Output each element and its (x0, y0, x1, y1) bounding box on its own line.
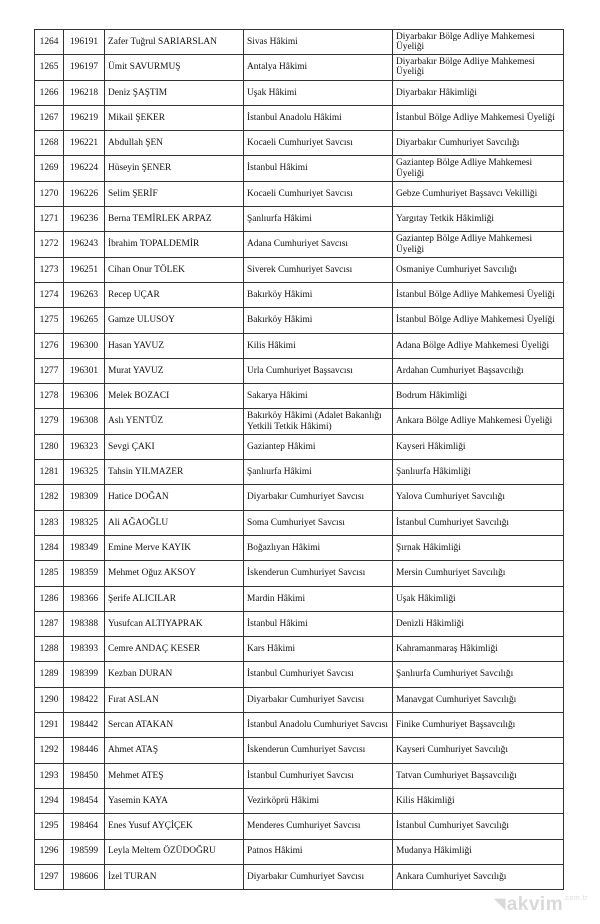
person-name-cell: İzel TURAN (105, 864, 244, 889)
new-position-cell: Yalova Cumhuriyet Savcılığı (393, 485, 564, 510)
person-name-cell: Murat YAVUZ (105, 358, 244, 383)
person-name-cell: Sercan ATAKAN (105, 713, 244, 738)
new-position-cell: Finike Cumhuriyet Başsavcılığı (393, 713, 564, 738)
table-row (35, 207, 564, 232)
new-position-cell: Şanlıurfa Cumhuriyet Savcılığı (393, 662, 564, 687)
table-row (35, 282, 564, 307)
current-position-cell: Kilis Hâkimi (244, 333, 393, 358)
new-position-cell: Osmaniye Cumhuriyet Savcılığı (393, 257, 564, 282)
row-number-cell: 1290 (35, 687, 64, 712)
registry-number-cell: 198359 (64, 561, 105, 586)
new-position-cell: İstanbul Bölge Adliye Mahkemesi Üyeliği (393, 308, 564, 333)
current-position-cell: Bakırköy Hâkimi (244, 282, 393, 307)
table-row (35, 30, 564, 55)
new-position-cell: Gaziantep Bölge Adliye Mahkemesi Üyeliği (393, 156, 564, 181)
current-position-cell: İskenderun Cumhuriyet Savcısı (244, 561, 393, 586)
person-name-cell: Aslı YENTÜZ (105, 409, 244, 434)
registry-number-cell: 196306 (64, 384, 105, 409)
registry-number-cell: 198388 (64, 611, 105, 636)
current-position-cell: İstanbul Anadolu Cumhuriyet Savcısı (244, 713, 393, 738)
person-name-cell: İbrahim TOPALDEMİR (105, 232, 244, 257)
current-position-cell: Patnos Hâkimi (244, 839, 393, 864)
registry-number-cell: 196219 (64, 105, 105, 130)
row-number-cell: 1295 (35, 814, 64, 839)
table-row (35, 333, 564, 358)
current-position-cell: Antalya Hâkimi (244, 55, 393, 80)
new-position-cell: Yargıtay Tetkik Hâkimliği (393, 207, 564, 232)
new-position-cell: Şırnak Hâkimliği (393, 535, 564, 560)
registry-number-cell: 198399 (64, 662, 105, 687)
row-number-cell: 1293 (35, 763, 64, 788)
person-name-cell: Hasan YAVUZ (105, 333, 244, 358)
person-name-cell: Ümit SAVURMUŞ (105, 55, 244, 80)
row-number-cell: 1265 (35, 55, 64, 80)
current-position-cell: Diyarbakır Cumhuriyet Savcısı (244, 485, 393, 510)
person-name-cell: Melek BOZACI (105, 384, 244, 409)
registry-number-cell: 196325 (64, 460, 105, 485)
current-position-cell: Şanlıurfa Hâkimi (244, 460, 393, 485)
current-position-cell: İstanbul Cumhuriyet Savcısı (244, 763, 393, 788)
current-position-cell: Kocaeli Cumhuriyet Savcısı (244, 131, 393, 156)
current-position-cell: İstanbul Hâkimi (244, 611, 393, 636)
person-name-cell: Mikail ŞEKER (105, 105, 244, 130)
new-position-cell: Diyarbakır Bölge Adliye Mahkemesi Üyeliği (393, 30, 564, 55)
new-position-cell: Adana Bölge Adliye Mahkemesi Üyeliği (393, 333, 564, 358)
person-name-cell: Yasemin KAYA (105, 788, 244, 813)
person-name-cell: Şerife ALICILAR (105, 586, 244, 611)
registry-number-cell: 196224 (64, 156, 105, 181)
person-name-cell: Tahsin YILMAZER (105, 460, 244, 485)
new-position-cell: Bodrum Hâkimliği (393, 384, 564, 409)
row-number-cell: 1279 (35, 409, 64, 434)
row-number-cell: 1283 (35, 510, 64, 535)
table-row (35, 864, 564, 889)
person-name-cell: Zafer Tuğrul SARIARSLAN (105, 30, 244, 55)
registry-number-cell: 196301 (64, 358, 105, 383)
registry-number-cell: 196323 (64, 434, 105, 459)
row-number-cell: 1273 (35, 257, 64, 282)
table-row (35, 561, 564, 586)
table-row (35, 788, 564, 813)
new-position-cell: Tatvan Cumhuriyet Başsavcılığı (393, 763, 564, 788)
person-name-cell: Hatice DOĞAN (105, 485, 244, 510)
person-name-cell: Deniz ŞAŞTIM (105, 80, 244, 105)
new-position-cell: İstanbul Bölge Adliye Mahkemesi Üyeliği (393, 282, 564, 307)
row-number-cell: 1275 (35, 308, 64, 333)
new-position-cell: İstanbul Cumhuriyet Savcılığı (393, 510, 564, 535)
current-position-cell: Şanlıurfa Hâkimi (244, 207, 393, 232)
row-number-cell: 1292 (35, 738, 64, 763)
row-number-cell: 1297 (35, 864, 64, 889)
row-number-cell: 1270 (35, 181, 64, 206)
registry-number-cell: 196243 (64, 232, 105, 257)
registry-number-cell: 198309 (64, 485, 105, 510)
person-name-cell: Fırat ASLAN (105, 687, 244, 712)
registry-number-cell: 196300 (64, 333, 105, 358)
takvim-watermark (494, 894, 588, 916)
new-position-cell: Diyarbakır Hâkimliği (393, 80, 564, 105)
person-name-cell: Ali AĞAOĞLU (105, 510, 244, 535)
new-position-cell: Kayseri Cumhuriyet Savcılığı (393, 738, 564, 763)
row-number-cell: 1294 (35, 788, 64, 813)
new-position-cell: Kilis Hâkimliği (393, 788, 564, 813)
new-position-cell: İstanbul Cumhuriyet Savcılığı (393, 814, 564, 839)
person-name-cell: Mehmet Oğuz AKSOY (105, 561, 244, 586)
row-number-cell: 1281 (35, 460, 64, 485)
watermark-tld: .com.tr (563, 895, 588, 902)
current-position-cell: Siverek Cumhuriyet Savcısı (244, 257, 393, 282)
current-position-cell: Bakırköy Hâkimi (244, 308, 393, 333)
table-row (35, 460, 564, 485)
table-row (35, 358, 564, 383)
new-position-cell: Şanlıurfa Hâkimliği (393, 460, 564, 485)
current-position-cell: İskenderun Cumhuriyet Savcısı (244, 738, 393, 763)
registry-number-cell: 196226 (64, 181, 105, 206)
person-name-cell: Abdullah ŞEN (105, 131, 244, 156)
current-position-cell: Soma Cumhuriyet Savcısı (244, 510, 393, 535)
table-row (35, 738, 564, 763)
table-row (35, 586, 564, 611)
table-row (35, 257, 564, 282)
new-position-cell: Uşak Hâkimliği (393, 586, 564, 611)
takvim-logo-icon: ◥ (494, 895, 506, 911)
new-position-cell: Mersin Cumhuriyet Savcılığı (393, 561, 564, 586)
registry-number-cell: 198454 (64, 788, 105, 813)
registry-number-cell: 196251 (64, 257, 105, 282)
table-row (35, 232, 564, 257)
registry-number-cell: 198606 (64, 864, 105, 889)
table-row (35, 181, 564, 206)
table-body (35, 30, 564, 890)
table-row (35, 713, 564, 738)
current-position-cell: Menderes Cumhuriyet Savcısı (244, 814, 393, 839)
registry-number-cell: 196236 (64, 207, 105, 232)
current-position-cell: Bakırköy Hâkimi (Adalet Bakanlığı Yetkili Tetkik Hâkimi) (244, 409, 393, 434)
row-number-cell: 1296 (35, 839, 64, 864)
registry-number-cell: 198422 (64, 687, 105, 712)
person-name-cell: Cihan Onur TÖLEK (105, 257, 244, 282)
row-number-cell: 1288 (35, 637, 64, 662)
registry-number-cell: 196265 (64, 308, 105, 333)
table-row (35, 510, 564, 535)
row-number-cell: 1271 (35, 207, 64, 232)
new-position-cell: Kayseri Hâkimliği (393, 434, 564, 459)
appointments-table (34, 29, 564, 890)
row-number-cell: 1284 (35, 535, 64, 560)
person-name-cell: Sevgi ÇAKI (105, 434, 244, 459)
row-number-cell: 1286 (35, 586, 64, 611)
row-number-cell: 1266 (35, 80, 64, 105)
current-position-cell: İstanbul Anadolu Hâkimi (244, 105, 393, 130)
current-position-cell: Sakarya Hâkimi (244, 384, 393, 409)
row-number-cell: 1282 (35, 485, 64, 510)
row-number-cell: 1276 (35, 333, 64, 358)
new-position-cell: Mudanya Hâkimliği (393, 839, 564, 864)
table-row (35, 687, 564, 712)
person-name-cell: Recep UÇAR (105, 282, 244, 307)
new-position-cell: Gebze Cumhuriyet Başsavcı Vekilliği (393, 181, 564, 206)
table-row (35, 637, 564, 662)
registry-number-cell: 198442 (64, 713, 105, 738)
registry-number-cell: 198393 (64, 637, 105, 662)
current-position-cell: Sivas Hâkimi (244, 30, 393, 55)
current-position-cell: Adana Cumhuriyet Savcısı (244, 232, 393, 257)
registry-number-cell: 196191 (64, 30, 105, 55)
person-name-cell: Hüseyin ŞENER (105, 156, 244, 181)
current-position-cell: Diyarbakır Cumhuriyet Savcısı (244, 687, 393, 712)
current-position-cell: Boğazlıyan Hâkimi (244, 535, 393, 560)
registry-number-cell: 196221 (64, 131, 105, 156)
row-number-cell: 1285 (35, 561, 64, 586)
person-name-cell: Berna TEMİRLEK ARPAZ (105, 207, 244, 232)
row-number-cell: 1289 (35, 662, 64, 687)
table-row (35, 485, 564, 510)
person-name-cell: Emine Merve KAYIK (105, 535, 244, 560)
table-row (35, 131, 564, 156)
new-position-cell: Ardahan Cumhuriyet Başsavcılığı (393, 358, 564, 383)
new-position-cell: İstanbul Bölge Adliye Mahkemesi Üyeliği (393, 105, 564, 130)
row-number-cell: 1291 (35, 713, 64, 738)
current-position-cell: Diyarbakır Cumhuriyet Savcısı (244, 864, 393, 889)
person-name-cell: Yusufcan ALTIYAPRAK (105, 611, 244, 636)
table-row (35, 814, 564, 839)
person-name-cell: Ahmet ATAŞ (105, 738, 244, 763)
row-number-cell: 1278 (35, 384, 64, 409)
person-name-cell: Kezban DURAN (105, 662, 244, 687)
table-row (35, 839, 564, 864)
row-number-cell: 1272 (35, 232, 64, 257)
new-position-cell: Denizli Hâkimliği (393, 611, 564, 636)
table-row (35, 434, 564, 459)
new-position-cell: Ankara Cumhuriyet Savcılığı (393, 864, 564, 889)
table-row (35, 662, 564, 687)
table-row (35, 535, 564, 560)
current-position-cell: İstanbul Cumhuriyet Savcısı (244, 662, 393, 687)
table-row (35, 409, 564, 434)
new-position-cell: Diyarbakır Bölge Adliye Mahkemesi Üyeliği (393, 55, 564, 80)
new-position-cell: Gaziantep Bölge Adliye Mahkemesi Üyeliği (393, 232, 564, 257)
table-row (35, 80, 564, 105)
watermark-brand: akvim (506, 894, 564, 915)
registry-number-cell: 198599 (64, 839, 105, 864)
new-position-cell: Kahramanmaraş Hâkimliği (393, 637, 564, 662)
table-row (35, 55, 564, 80)
new-position-cell: Ankara Bölge Adliye Mahkemesi Üyeliği (393, 409, 564, 434)
registry-number-cell: 196263 (64, 282, 105, 307)
current-position-cell: Uşak Hâkimi (244, 80, 393, 105)
row-number-cell: 1264 (35, 30, 64, 55)
new-position-cell: Manavgat Cumhuriyet Savcılığı (393, 687, 564, 712)
row-number-cell: 1268 (35, 131, 64, 156)
registry-number-cell: 196308 (64, 409, 105, 434)
registry-number-cell: 196218 (64, 80, 105, 105)
row-number-cell: 1280 (35, 434, 64, 459)
current-position-cell: İstanbul Hâkimi (244, 156, 393, 181)
person-name-cell: Cemre ANDAÇ KESER (105, 637, 244, 662)
table-row (35, 384, 564, 409)
person-name-cell: Selim ŞERİF (105, 181, 244, 206)
person-name-cell: Gamze ULUSOY (105, 308, 244, 333)
registry-number-cell: 198325 (64, 510, 105, 535)
person-name-cell: Leyla Meltem ÖZÜDOĞRU (105, 839, 244, 864)
current-position-cell: Kars Hâkimi (244, 637, 393, 662)
table-row (35, 308, 564, 333)
current-position-cell: Urla Cumhuriyet Başsavcısı (244, 358, 393, 383)
row-number-cell: 1287 (35, 611, 64, 636)
row-number-cell: 1269 (35, 156, 64, 181)
person-name-cell: Enes Yusuf AYÇİÇEK (105, 814, 244, 839)
registry-number-cell: 198349 (64, 535, 105, 560)
registry-number-cell: 198464 (64, 814, 105, 839)
current-position-cell: Mardin Hâkimi (244, 586, 393, 611)
table-row (35, 156, 564, 181)
row-number-cell: 1274 (35, 282, 64, 307)
table-row (35, 763, 564, 788)
row-number-cell: 1267 (35, 105, 64, 130)
current-position-cell: Kocaeli Cumhuriyet Savcısı (244, 181, 393, 206)
registry-number-cell: 198446 (64, 738, 105, 763)
current-position-cell: Gaziantep Hâkimi (244, 434, 393, 459)
registry-number-cell: 198450 (64, 763, 105, 788)
current-position-cell: Vezirköprü Hâkimi (244, 788, 393, 813)
new-position-cell: Diyarbakır Cumhuriyet Savcılığı (393, 131, 564, 156)
registry-number-cell: 196197 (64, 55, 105, 80)
row-number-cell: 1277 (35, 358, 64, 383)
registry-number-cell: 198366 (64, 586, 105, 611)
table-row (35, 611, 564, 636)
person-name-cell: Mehmet ATEŞ (105, 763, 244, 788)
table-row (35, 105, 564, 130)
